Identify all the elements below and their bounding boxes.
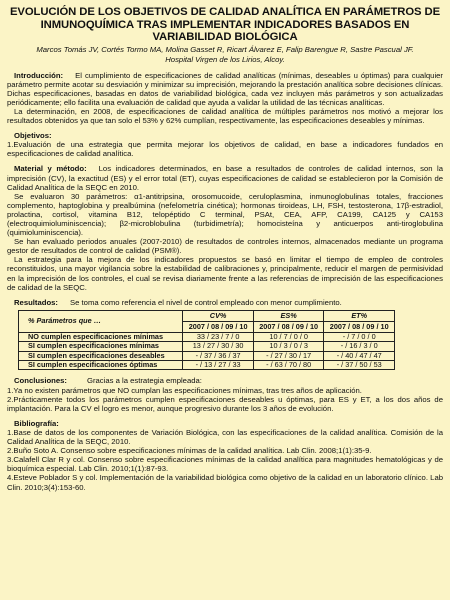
cell-et: - / 7 / 0 / 0: [324, 332, 395, 341]
conclusions-heading: Conclusiones:: [14, 376, 67, 386]
cell-cv: 33 / 23 / 7 / 0: [183, 332, 254, 341]
reference-item: 2.Buño Soto A. Consenso sobre especificaciones mínimas de la calidad analítica. Lab Clin. 2008;1(1):35-9.: [7, 446, 372, 456]
row-label: NO cumplen especificaciones mínimas: [19, 332, 183, 341]
results-intro: Se toma como referencia el nivel de control empleado con menor cumplimiento.: [70, 297, 342, 307]
cell-es: - / 27 / 30 / 17: [253, 351, 324, 360]
cell-es: 10 / 7 / 0 / 0: [253, 332, 324, 341]
authors: Marcos Tomás JV, Cortés Tormo MA, Molina Gasset R, Ricart Álvarez E, Falip Barengue R, Sastre Pascual JF.: [36, 44, 414, 54]
conclusions-paragraph-2: 2.Prácticamente todos los parámetros cumplen especificaciones deseables u óptimas, para ES y ET, a los dos años de implantación. Para la CV el logro es menor, aunque progresivo durante los 3 años de evolución.: [7, 394, 443, 413]
bibliography-heading: Bibliografía:: [14, 418, 59, 428]
methods-paragraph-1: Los indicadores determinados, en base a resultados de controles de calidad internos, son la imprecisión (CV), la exactitud (ES) y el error total (ET), cuyas especificaciones de calidad se establecieron por la Comisión de Calidad Analítica de la SEQC en 2010.: [7, 164, 443, 192]
results-section: [7, 298, 443, 371]
conclusions-lead: Gracias a la estrategia empleada:: [86, 376, 202, 386]
methods-paragraph-4: La estrategia para la mejora de los indicadores propuestos se basó en limitar el tiempo de empleo de controles reconstituidos, una mayor vigilancia sobre la estabilidad de calibraciones y, principalmente, reducir el margen de permisividad en la imprecisión de los controles, el cual se revisa diariamente frente a las referencias de imprecisión de las especificaciones de calidad de la SEQC.: [7, 255, 443, 292]
cell-es: - / 63 / 70 / 80: [253, 361, 324, 370]
reference-item: 3.Calafell Clar R y col. Consenso sobre especificaciones mínimas de la calidad analítica para magnitudes hematológicas y de bioquímica especial. Lab Clin. 2010;1(1):87-93.: [7, 455, 443, 474]
table-corner: % Parámetros que …: [19, 310, 183, 332]
methods-paragraph-3: Se han evaluado periodos anuales (2007-2010) de resultados de controles internos, almacenados mediante un programa gestor de resultados de control de calidad (PSM®).: [7, 237, 443, 256]
objectives-paragraph-1: 1.Evaluación de una estrategia que permita mejorar los objetivos de calidad, en base a indicadores fundados en especificaciones de calidad analítica.: [7, 140, 443, 159]
objectives-heading: Objetivos:: [14, 131, 52, 141]
table-row: [19, 361, 395, 370]
introduction-paragraph-1: El cumplimiento de especificaciones de calidad analíticas (mínimas, deseables u óptimas) para cualquier parámetro permite acotar su desviación y minimizar su imprecisión, mejorando la prestación analítica sobre decisiones clínicas. Dichas especificaciones, basadas en datos de variabilidad biológica, cada vez incluyen más parámetros y son actualizadas periódicamente; ello facilita una evaluación de calidad que ayuda a validar la utilidad de las técnicas analíticas.: [7, 70, 443, 107]
table-group-cv: CV%: [183, 310, 254, 321]
methods-section: [7, 164, 443, 291]
objectives-section: [7, 131, 443, 158]
cell-et: - / 40 / 47 / 47: [324, 351, 395, 360]
methods-paragraph-2: Se evaluaron 30 parámetros: α1-antitripsina, orosomucoide, ceruloplasmina, inmunoglobulinas totales, fracciones complemento, haptoglobina y prealbúmina (nefelometría cinética); hormonas tiroideas, LH, FSH, testosterona, 17β-estradiol, prolactina, cortisol, vitamina B12, telopéptido C terminal, PSAt, CEA, AFP, CA199, CA125 y CA153 (electroquimioluminiscencia); β2-microblobulina (turbidimetría); homocisteína y anticuerpos anti-tiroglobulina (quimioluminiscencia).: [7, 191, 443, 238]
table-years-es: 2007 / 08 / 09 / 10: [253, 321, 324, 332]
affiliation: Hospital Virgen de los Lirios, Alcoy.: [165, 55, 285, 65]
introduction-paragraph-2: La determinación, en 2008, de especificaciones de calidad analítica de múltiples parámetros nos motivó a mejorar los resultados obtenidos ya que tan solo el 53% y 62% cumplían, respectivamente, las especificaciones deseables y mínimas.: [7, 106, 443, 126]
poster-title: EVOLUCIÓN DE LOS OBJETIVOS DE CALIDAD ANALÍTICA EN PARÁMETROS DE INMUNOQUÍMICA TRAS IMPLEMENTAR INDICADORES BASADOS EN VARIABILIDAD BIOLÓGICA: [9, 6, 441, 44]
table-group-et: ET%: [324, 310, 395, 321]
cell-cv: 13 / 27 / 30 / 30: [183, 342, 254, 351]
row-label: SI cumplen especificaciones mínimas: [19, 342, 183, 351]
table-row: [19, 342, 395, 351]
table-years-cv: 2007 / 08 / 09 / 10: [183, 321, 254, 332]
reference-item: 1.Base de datos de los componentes de Variación Biológica, con las especificaciones de la calidad analítica. Comisión de la Calidad Analítica de la SEQC, 2010.: [7, 427, 443, 447]
cell-es: 10 / 3 / 0 / 3: [253, 342, 324, 351]
introduction-heading: Introducción:: [14, 70, 64, 80]
conclusions-section: [7, 376, 443, 412]
table-group-es: ES%: [253, 310, 324, 321]
table-years-et: 2007 / 08 / 09 / 10: [324, 321, 395, 332]
row-label: SI cumplen especificaciones óptimas: [19, 361, 183, 370]
cell-et: - / 37 / 50 / 53: [324, 361, 395, 370]
cell-cv: - / 13 / 27 / 33: [183, 361, 254, 370]
reference-item: 4.Esteve Poblador S y col. Implementación de la variabilidad biológica como objetivo de la calidad en un laboratorio clínico. Lab Clin. 2010;3(4):153-60.: [7, 473, 443, 492]
cell-cv: - / 37 / 36 / 37: [183, 351, 254, 360]
methods-heading: Material y método:: [14, 164, 87, 174]
introduction-section: [7, 71, 443, 126]
bibliography-section: [7, 419, 443, 492]
row-label: SI cumplen especificaciones deseables: [19, 351, 183, 360]
conclusions-paragraph-1: 1.Ya no existen parámetros que NO cumplan las especificaciones mínimas, tras tres años de aplicación.: [7, 385, 362, 395]
cell-et: - / 16 / 3 / 0: [324, 342, 395, 351]
results-table: [18, 310, 395, 371]
results-heading: Resultados:: [14, 297, 58, 307]
